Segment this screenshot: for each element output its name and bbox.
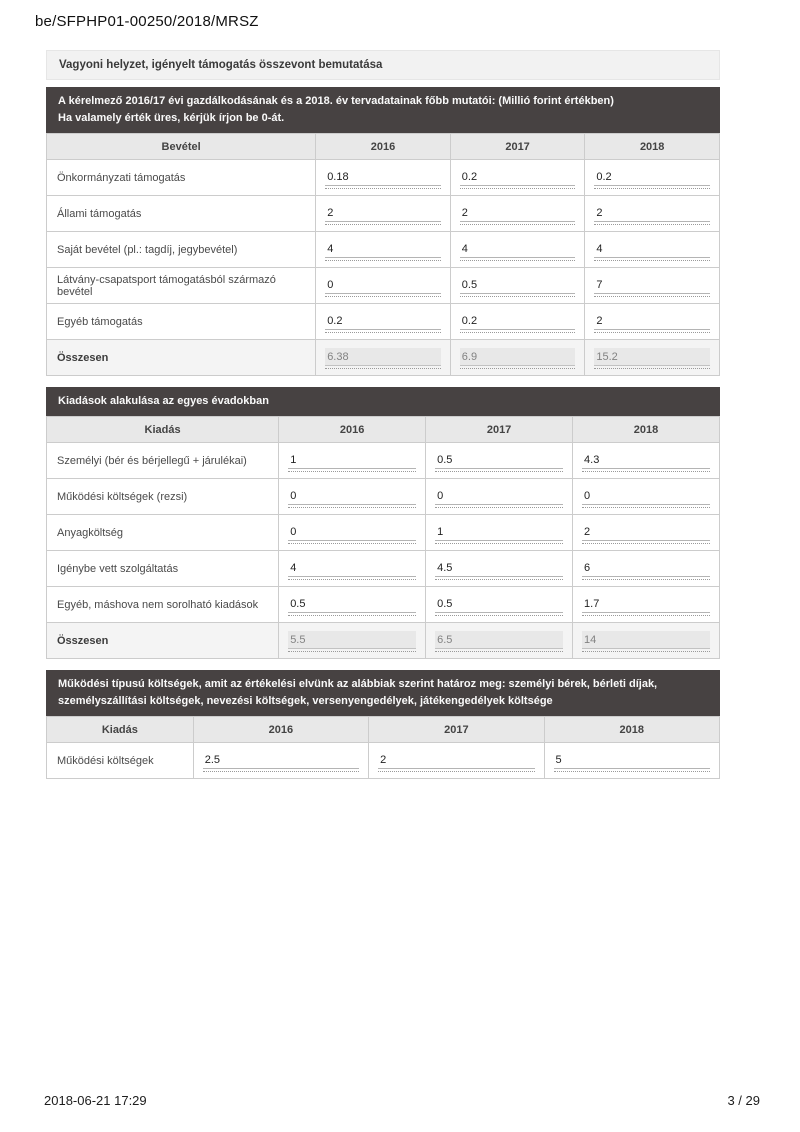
revenue-input-2016[interactable] xyxy=(325,240,441,257)
revenue-input-field xyxy=(460,276,576,294)
expenses-input-2016[interactable] xyxy=(288,487,416,504)
revenue-input-2017[interactable] xyxy=(460,276,576,293)
column-header-kiadas: Kiadás xyxy=(47,717,194,743)
column-header-2018: 2018 xyxy=(544,717,719,743)
revenue-input-field xyxy=(325,168,441,186)
revenue-input-field xyxy=(325,204,441,222)
operational-input-field xyxy=(378,751,534,769)
section-revenue xyxy=(46,50,720,376)
expenses-total-2016 xyxy=(288,631,416,648)
column-header-2016: 2016 xyxy=(279,417,426,443)
table-row xyxy=(47,196,720,232)
expenses-input-field xyxy=(582,523,710,541)
expenses-table xyxy=(46,416,720,659)
table-row xyxy=(47,443,720,479)
column-header-2016: 2016 xyxy=(193,717,368,743)
operational-input-2016[interactable] xyxy=(203,751,359,768)
revenue-total-2018 xyxy=(594,348,710,365)
expenses-input-field xyxy=(435,487,563,505)
table-row xyxy=(47,232,720,268)
table-row xyxy=(47,743,720,779)
row-label: Látvány-csapatsport támogatásból származó bevétel xyxy=(47,268,316,304)
revenue-total-field xyxy=(325,348,441,366)
expenses-total-field xyxy=(582,631,710,649)
column-header-2017: 2017 xyxy=(369,717,544,743)
expenses-input-field xyxy=(435,559,563,577)
revenue-note-header xyxy=(46,87,720,133)
revenue-input-2018[interactable] xyxy=(594,312,710,329)
revenue-input-2016[interactable] xyxy=(325,168,441,185)
operational-input-2018[interactable] xyxy=(554,751,710,768)
table-row xyxy=(47,587,720,623)
expenses-input-field xyxy=(288,559,416,577)
revenue-input-2018[interactable] xyxy=(594,168,710,185)
column-header-2018: 2018 xyxy=(585,134,720,160)
table-row xyxy=(47,479,720,515)
revenue-input-2018[interactable] xyxy=(594,240,710,257)
expenses-input-2017[interactable] xyxy=(435,523,563,540)
revenue-input-2017[interactable] xyxy=(460,240,576,257)
document-reference-title: be/SFPHP01-00250/2018/MRSZ xyxy=(35,13,259,30)
revenue-input-2016[interactable] xyxy=(325,312,441,329)
section-operational-costs xyxy=(46,670,720,779)
revenue-input-2017[interactable] xyxy=(460,168,576,185)
page-footer xyxy=(44,1093,760,1108)
page-content xyxy=(46,50,720,790)
footer-page-number: 3 / 29 xyxy=(727,1093,760,1108)
expenses-section-header: Kiadások alakulása az egyes évadokban xyxy=(46,387,720,416)
section-expenses xyxy=(46,387,720,659)
row-label: Állami támogatás xyxy=(47,196,316,232)
revenue-note-line1: A kérelmező 2016/17 évi gazdálkodásának és a 2018. év tervadatainak főbb mutatói: (Millió forint értékben) xyxy=(58,95,614,107)
expenses-input-field xyxy=(582,595,710,613)
column-header-2016: 2016 xyxy=(316,134,451,160)
expenses-input-2018[interactable] xyxy=(582,523,710,540)
expenses-input-2017[interactable] xyxy=(435,451,563,468)
row-label: Személyi (bér és bérjellegű + járulékai) xyxy=(47,443,279,479)
operational-table xyxy=(46,716,720,779)
revenue-input-field xyxy=(594,204,710,222)
row-label: Igénybe vett szolgáltatás xyxy=(47,551,279,587)
expenses-total-field xyxy=(435,631,563,649)
expenses-input-2018[interactable] xyxy=(582,451,710,468)
revenue-input-field xyxy=(594,240,710,258)
revenue-input-2018[interactable] xyxy=(594,204,710,221)
column-header-bevetel: Bevétel xyxy=(47,134,316,160)
revenue-header-row xyxy=(47,134,720,160)
expenses-total-row xyxy=(47,623,720,659)
expenses-input-2016[interactable] xyxy=(288,559,416,576)
row-label: Önkormányzati támogatás xyxy=(47,160,316,196)
row-label: Működési költségek xyxy=(47,743,194,779)
revenue-input-field xyxy=(460,168,576,186)
operational-input-field xyxy=(554,751,710,769)
expenses-input-field xyxy=(582,559,710,577)
table-row xyxy=(47,551,720,587)
revenue-input-field xyxy=(325,276,441,294)
expenses-input-2016[interactable] xyxy=(288,595,416,612)
column-header-2018: 2018 xyxy=(573,417,720,443)
revenue-input-field xyxy=(460,240,576,258)
expenses-input-field xyxy=(435,595,563,613)
footer-datetime: 2018-06-21 17:29 xyxy=(44,1093,147,1108)
expenses-total-2017 xyxy=(435,631,563,648)
row-label: Anyagköltség xyxy=(47,515,279,551)
expenses-input-field xyxy=(582,487,710,505)
row-label: Működési költségek (rezsi) xyxy=(47,479,279,515)
expenses-input-2017[interactable] xyxy=(435,595,563,612)
column-header-kiadas: Kiadás xyxy=(47,417,279,443)
expenses-header-row xyxy=(47,417,720,443)
revenue-input-2017[interactable] xyxy=(460,204,576,221)
row-label: Egyéb támogatás xyxy=(47,304,316,340)
row-label: Saját bevétel (pl.: tagdíj, jegybevétel) xyxy=(47,232,316,268)
revenue-input-2016[interactable] xyxy=(325,204,441,221)
expenses-input-2017[interactable] xyxy=(435,487,563,504)
revenue-total-field xyxy=(460,348,576,366)
table-row xyxy=(47,268,720,304)
revenue-input-field xyxy=(325,312,441,330)
revenue-input-field xyxy=(594,312,710,330)
operational-section-header: Működési típusú költségek, amit az értékelési elvünk az alábbiak szerint határoz meg: személyi bérek, bérleti díjak, személyszállítási költségek, nevezési költségek, versenyengedélyek, játékengedélyek költsége xyxy=(46,670,720,716)
expenses-input-field xyxy=(288,523,416,541)
revenue-input-2017[interactable] xyxy=(460,312,576,329)
revenue-input-2016[interactable] xyxy=(325,276,441,293)
revenue-note-line2: Ha valamely érték üres, kérjük írjon be 0-át. xyxy=(58,112,285,125)
expenses-input-field xyxy=(288,451,416,469)
total-label: Összesen xyxy=(47,623,279,659)
expenses-total-2018 xyxy=(582,631,710,648)
column-header-2017: 2017 xyxy=(426,417,573,443)
revenue-total-2017 xyxy=(460,348,576,365)
revenue-total-field xyxy=(594,348,710,366)
revenue-input-field xyxy=(325,240,441,258)
expenses-input-2018[interactable] xyxy=(582,595,710,612)
section-banner-vagyoni-helyzet: Vagyoni helyzet, igényelt támogatás összevont bemutatása xyxy=(46,50,720,80)
operational-input-2017[interactable] xyxy=(378,751,534,768)
expenses-input-2018[interactable] xyxy=(582,487,710,504)
column-header-2017: 2017 xyxy=(450,134,585,160)
expenses-input-field xyxy=(435,523,563,541)
revenue-total-row xyxy=(47,340,720,376)
expenses-input-field xyxy=(582,451,710,469)
revenue-input-field xyxy=(460,204,576,222)
expenses-input-field xyxy=(435,451,563,469)
revenue-input-field xyxy=(460,312,576,330)
operational-header-row xyxy=(47,717,720,743)
expenses-input-field xyxy=(288,595,416,613)
revenue-input-field xyxy=(594,168,710,186)
operational-input-field xyxy=(203,751,359,769)
table-row xyxy=(47,304,720,340)
revenue-total-2016 xyxy=(325,348,441,365)
revenue-input-2018[interactable] xyxy=(594,276,710,293)
expenses-input-field xyxy=(288,487,416,505)
expenses-input-2018[interactable] xyxy=(582,559,710,576)
expenses-input-2016[interactable] xyxy=(288,451,416,468)
expenses-input-2017[interactable] xyxy=(435,559,563,576)
revenue-input-field xyxy=(594,276,710,294)
expenses-input-2016[interactable] xyxy=(288,523,416,540)
revenue-table xyxy=(46,133,720,376)
row-label: Egyéb, máshova nem sorolható kiadások xyxy=(47,587,279,623)
total-label: Összesen xyxy=(47,340,316,376)
expenses-total-field xyxy=(288,631,416,649)
table-row xyxy=(47,160,720,196)
table-row xyxy=(47,515,720,551)
